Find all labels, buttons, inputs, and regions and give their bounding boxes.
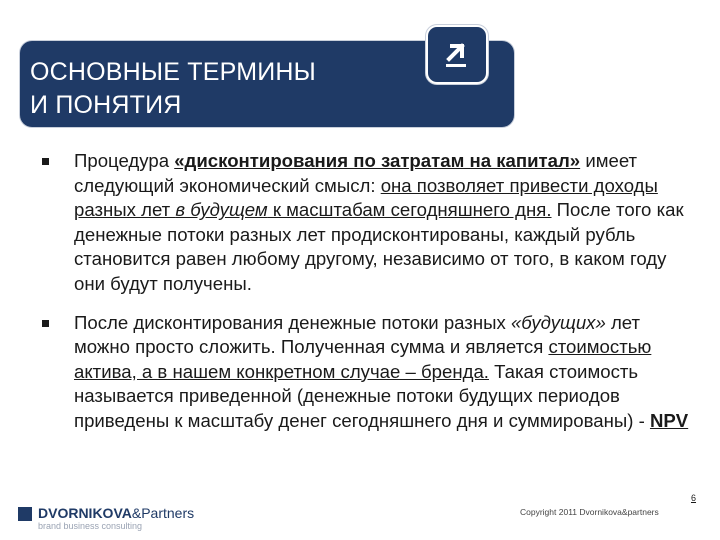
text-run: Такая стоимость называется приведенной (денежные потоки будущих периодов приведены к масштабу денег сегодняшнего дня и суммированы) -	[74, 360, 650, 431]
text-run: После дисконтирования денежные потоки разных	[74, 311, 511, 333]
company-logo	[18, 505, 198, 531]
italic-underlined-text: в будущем	[175, 199, 268, 221]
logo-mark-icon	[18, 507, 32, 521]
square-bullet-icon	[42, 158, 49, 165]
bullet-item-1	[40, 149, 700, 297]
page-number: 6	[691, 493, 697, 503]
term-npv: NPV	[649, 409, 689, 431]
underlined-text: к масштабам сегодняшнего дня.	[267, 199, 552, 221]
text-run: Процедура	[74, 150, 175, 171]
copyright-text: Copyright 2011 Dvornikova&partners	[520, 507, 659, 517]
logo-tagline: brand business consulting	[38, 521, 143, 531]
bullet-item-2	[40, 311, 700, 434]
square-bullet-icon	[42, 320, 49, 327]
arrow-up-right-icon	[442, 39, 472, 69]
title-line-2: И ПОНЯТИЯ	[30, 91, 182, 119]
logo-name	[38, 505, 194, 521]
page-title	[30, 56, 316, 122]
text-run: После того как денежные потоки разных лет продисконтированы, каждый рубль становится равен любому другому, независимо от того, в каком году они будут получены.	[74, 199, 684, 294]
title-line-1: ОСНОВНЫЕ ТЕРМИНЫ	[30, 58, 317, 86]
text-run: имеет следующий экономический смысл:	[74, 150, 638, 196]
underlined-text: стоимостью актива, а в нашем конкретном случае – бренда.	[74, 336, 652, 382]
underlined-text: она позволяет привести доходы разных лет	[74, 174, 658, 221]
arrow-badge[interactable]	[428, 27, 486, 82]
content-body	[40, 149, 700, 448]
logo-name-rest: &Partners	[131, 505, 195, 521]
term-discounting: «дисконтирования по затратам на капитал»	[174, 150, 581, 171]
text-run: лет можно просто сложить. Полученная сумма и является	[74, 311, 641, 358]
logo-name-bold: DVORNIKOVA	[38, 505, 132, 521]
italic-text: «будущих»	[510, 311, 606, 333]
